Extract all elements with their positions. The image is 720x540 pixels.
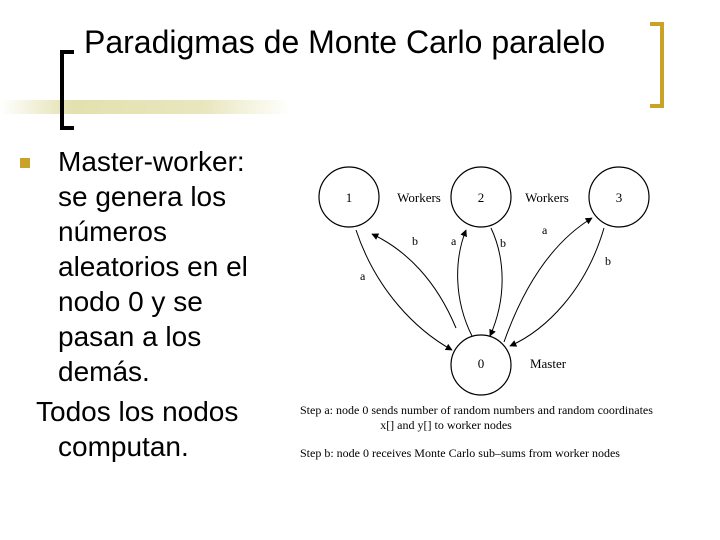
edge-0-to-1-b	[372, 234, 456, 328]
bullet-line: números	[58, 216, 167, 247]
caption-step-b: Step b: node 0 receives Monte Carlo sub–sums from worker nodes	[300, 446, 620, 460]
bullet-line: demás.	[58, 356, 150, 387]
bullet-text	[58, 144, 298, 389]
bullet-line: pasan a los	[58, 321, 202, 352]
body-line-computan: computan.	[58, 431, 189, 462]
bullet-line: nodo 0 y se	[58, 286, 203, 317]
master-label: Master	[529, 356, 567, 371]
edge-label-b3: b	[605, 254, 611, 268]
edge-3-to-0-b	[510, 228, 604, 346]
bullet-line: aleatorios en el	[58, 251, 248, 282]
bullet-line: se genera los	[58, 181, 227, 212]
node-1-label: 1	[345, 190, 353, 205]
bullet-line: Master-worker:	[58, 146, 245, 177]
edge-0-to-3-a	[504, 218, 592, 342]
slide-title: Paradigmas de Monte Carlo paralelo	[84, 24, 606, 60]
right-bracket-decoration	[650, 22, 664, 108]
node-3-label: 3	[615, 190, 623, 205]
node-0-label: 0	[477, 356, 485, 371]
body-line-todos: Todos los nodos	[36, 396, 239, 427]
edge-label-a1: a	[360, 269, 366, 283]
bullet-square-icon	[20, 158, 30, 168]
left-bracket-decoration	[60, 50, 74, 130]
caption-step-a-line1: Step a: node 0 sends number of random numbers and random coordinates	[300, 403, 653, 417]
edge-label-b1: b	[412, 234, 418, 248]
edge-label-b2: b	[500, 236, 506, 250]
title-underline-decoration	[0, 100, 290, 114]
edge-1-to-0-a	[356, 230, 452, 350]
edge-0-to-2-a	[458, 230, 472, 336]
edge-label-a2: a	[451, 234, 457, 248]
caption-step-a-line2: x[] and y[] to worker nodes	[380, 418, 512, 432]
workers-label-2: Workers	[525, 190, 569, 205]
node-2-label: 2	[477, 190, 485, 205]
edge-label-a3: a	[542, 223, 548, 237]
master-worker-diagram	[296, 150, 710, 470]
workers-label-1: Workers	[397, 190, 441, 205]
